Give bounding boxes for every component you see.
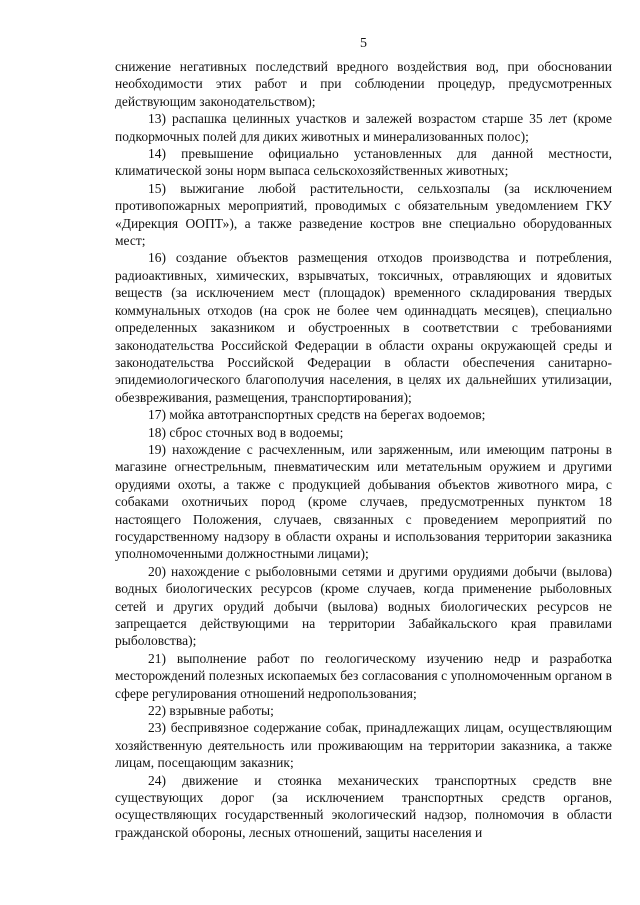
paragraph-17: 17) мойка автотранспортных средств на берегах водоемов; — [148, 407, 486, 423]
paragraph-23: 23) беспривязное содержание собак, принадлежащих лицам, осуществляющим хозяйственную деятельность или проживающим на территории заказника, а также лицам, посещающим заказник; — [115, 720, 612, 771]
paragraph-15: 15) выжигание любой растительности, сельхозпалы (за исключением противопожарных мероприятий, проводимых с обязательным уведомлением ГКУ «Дирекция ООПТ»), а также разведение костров вне специально оборудованных мест; — [115, 180, 612, 249]
paragraph-12-continuation: снижение негативных последствий вредного воздействия вод, при обосновании необходимости этих работ и при соблюдении процедур, предусмотренных действующим законодательством); — [115, 59, 612, 109]
paragraph-14: 14) превышение официально установленных для данной местности, климатической зоны норм выпаса сельскохозяйственных животных; — [115, 146, 612, 179]
paragraph-16: 16) создание объектов размещения отходов производства и потребления, радиоактивных, химических, взрывчатых, токсичных, отравляющих и ядовитых веществ (за исключением мест (площадок) временного складирования твердых коммунальных отходов (на срок не более чем одиннадцать месяцев), специально определенных заказником и обустроенных в соответствии с требованиями законодательства Российской Федерации в области охраны окружающей среды и законодательства Российской Федерации в области обеспечения санитарно-эпидемиологического благополучия населения, в целях их дальнейших утилизации, обезвреживания, размещения, транспортирования); — [115, 250, 612, 405]
paragraph-13: 13) распашка целинных участков и залежей возрастом старше 35 лет (кроме подкормочных полей для диких животных и минерализованных полос); — [115, 111, 612, 144]
paragraph-21: 21) выполнение работ по геологическому изучению недр и разработка месторождений полезных ископаемых без согласования с уполномоченным органом в сфере регулирования отношений недропользования; — [115, 650, 612, 701]
paragraph-24: 24) движение и стоянка механических транспортных средств вне существующих дорог (за исключением транспортных средств органов, осуществляющих государственный экологический надзор, полномочия в области гражданской обороны, лесных отношений, защиты населения и — [115, 772, 612, 840]
paragraph-20: 20) нахождение с рыболовными сетями и другими орудиями добычи (вылова) водных биологических ресурсов (кроме случаев, когда применение рыболовных сетей и других орудий добычи (вылова) водных биологических ресурсов не запрещается действующими на территории Забайкальского края правилами рыболовства); — [115, 563, 612, 649]
paragraph-19: 19) нахождение с расчехленным, или заряженным, или имеющим патроны в магазине огнестрельным, пневматическим или метательным оружием и другими орудиями охоты, а также с продукцией добывания объектов животного мира, с собаками охотничьих пород (кроме случаев, предусмотренных пунктом 18 настоящего Положения, случаев, связанных с проведением мероприятий по государственному надзору в области охраны и использования территории заказника уполномоченными должностными лицами); — [115, 441, 612, 562]
page-number: 5 — [360, 36, 367, 51]
paragraph-22: 22) взрывные работы; — [148, 703, 274, 719]
paragraph-18: 18) сброс сточных вод в водоемы; — [148, 424, 344, 440]
